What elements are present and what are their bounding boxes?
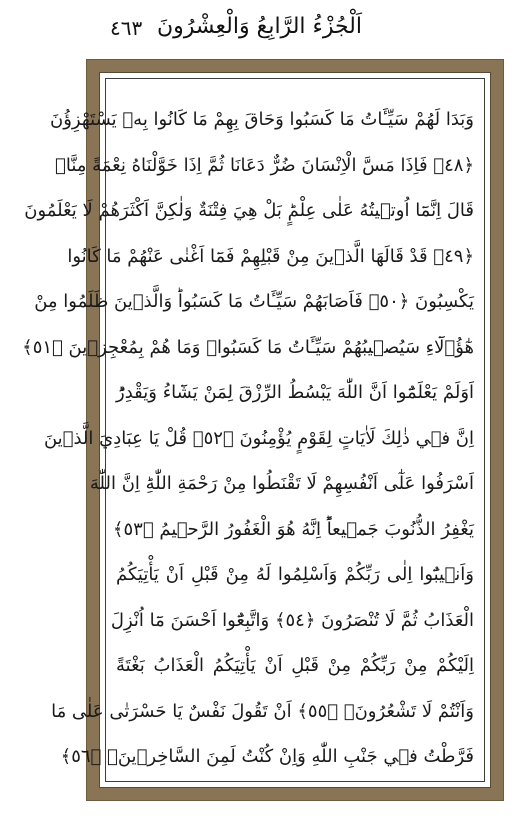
text-segment: وَاَنْتُمْ لَا تَشْعُرُونَۙ ﴿٥٥﴾ اَنْ تَقُولَ نَفْسٌ يَا حَسْرَتٰى عَلٰى مَا: [51, 700, 474, 722]
highlighted-word: اللّٰهَ: [89, 473, 116, 494]
page-header: [110, 8, 440, 52]
highlighted-word: مِنَّاۘ: [55, 154, 87, 176]
text-segment: بِمُعْجِزٖينَ ﴿٥١﴾: [22, 336, 150, 358]
text-line: [43, 420, 474, 458]
juz-title: اَلْجُزْءُ الرَّابِعُ وَالْعِشْرُونَ: [157, 14, 362, 39]
text-segment: وَاَسْلِمُوا لَهُ مِنْ قَبْلِ اَنْ يَأْتِيَكُمُ: [116, 564, 345, 585]
text-segment: وَاِنْ كُنْتُ لَمِنَ السَّاخِرٖينَۙ ﴿٥٦﴾: [60, 746, 312, 767]
text-segment: اِنَّ فٖي ذٰلِكَ لَاٰيَاتٍ لِقَوْمٍ يُؤْمِنُونَ ﴿٥٢﴾ قُلْ يَا عِبَادِيَ الَّذٖينَ: [43, 427, 474, 449]
text-segment: اَوَلَمْ يَعْلَمُٓوا اَنَّ: [363, 382, 475, 403]
text-segment: ﴿٤٨﴾ فَاِذَا مَسَّ الْاِنْسَانَ ضُرٌّ دَعَانَا ثُمَّ اِذَا خَوَّلْنَاهُ نِعْمَةً: [86, 154, 474, 176]
text-line: [89, 465, 474, 503]
text-segment: وَبَدَا لَهُمْ سَيِّـَٔاتُ مَا كَسَبُوا وَحَاقَ بِهِمْ مَا كَانُوا بِهٖ يَسْتَهْزِؤُنَ: [50, 109, 474, 130]
highlighted-word: اللّٰهِؕ: [145, 473, 172, 494]
text-segment: لَا يَعْلَمُونَ: [24, 200, 99, 221]
text-line: [60, 738, 474, 776]
text-line: [22, 329, 474, 367]
text-line: [110, 602, 474, 640]
page-number: ٤٦٣: [110, 16, 143, 40]
text-line: [116, 556, 474, 594]
text-line: [24, 192, 474, 230]
text-segment: اَسْرَفُوا عَلٰٓى اَنْفُسِهِمْ لَا تَقْنَطُوا مِنْ رَحْمَةِ: [171, 473, 474, 494]
text-segment: اِنَّ: [115, 473, 146, 494]
text-segment: ﴿٤٩﴾ قَدْ قَالَهَا الَّذٖينَ: [309, 245, 474, 267]
text-line: [67, 238, 474, 276]
highlighted-word: سَيِّـَٔاتُ مَا كَسَبُواؕ: [177, 291, 298, 312]
highlighted-word: اللّٰهَ: [336, 382, 364, 403]
text-line: [116, 374, 474, 412]
text-line: [51, 693, 474, 731]
text-line: [50, 101, 474, 139]
highlighted-word: رَبِّكُمْ: [344, 564, 380, 585]
text-segment: فَرَّطْتُ فٖي جَنْبِ: [337, 746, 474, 767]
highlighted-word: اللّٰهِ: [311, 746, 338, 767]
text-segment: يَبْسُطُ الرِّزْقَ لِمَنْ يَشَٓاءُ وَيَقْدِرُؕ: [116, 382, 337, 403]
text-segment: اِلَيْكُمْ مِنْ: [395, 655, 474, 676]
quran-text: [22, 101, 475, 769]
text-line: [55, 147, 474, 185]
text-segment: وَالَّذٖينَ ظَلَمُوا: [57, 291, 178, 312]
highlighted-word: مِنْ قَبْلِهِمْ: [240, 245, 310, 267]
text-segment: الْعَذَابُ ثُمَّ لَا تُنْصَرُونَ ﴿٥٤﴾ وَاتَّبِعُٓوا اَحْسَنَ مَٓا اُنْزِلَ: [110, 609, 474, 631]
text-segment: يَغْفِرُ الذُّنُوبَ جَمٖيعاًؕ اِنَّهُ هُوَ الْغَفُورُ الرَّحٖيمُ ﴿٥٣﴾: [112, 518, 474, 540]
page-frame: [22, 59, 504, 801]
text-panel: [22, 72, 491, 788]
text-segment: وَمَا: [170, 336, 207, 358]
highlighted-word: هُمْ: [98, 200, 121, 221]
text-segment: اَنْ يَأْتِيَكُمُ الْعَذَابُ بَغْتَةً: [116, 655, 292, 676]
highlighted-word: هُمْ: [149, 336, 171, 358]
highlighted-word: رَبِّكُمْ مِنْ قَبْلِ: [291, 655, 396, 676]
text-segment: فَمَٓا اَغْنٰى عَنْهُمْ مَا كَانُوا: [67, 245, 241, 267]
highlighted-word: سَيِّـَٔاتُ مَا كَسَبُواۙ: [206, 336, 337, 358]
text-line: [112, 511, 474, 549]
text-segment: هٰٓؤُ۬لَٓاءِ سَيُصٖيبُهُمْ: [336, 336, 474, 358]
text-segment: قَالَ اِنَّمَٓا اُوتٖيتُهُ عَلٰى عِلْمٍؕ بَلْ هِيَ فِتْنَةٌ وَلٰكِنَّ اَكْثَرَ: [120, 200, 474, 221]
text-segment: يَكْسِبُونَ ﴿٥٠﴾ فَاَصَابَهُمْ: [297, 291, 474, 312]
highlighted-word: مِنْ: [34, 291, 58, 312]
text-line: [116, 647, 474, 685]
text-line: [34, 283, 474, 321]
text-segment: وَاَنٖيبُٓوا اِلٰى: [379, 564, 474, 585]
